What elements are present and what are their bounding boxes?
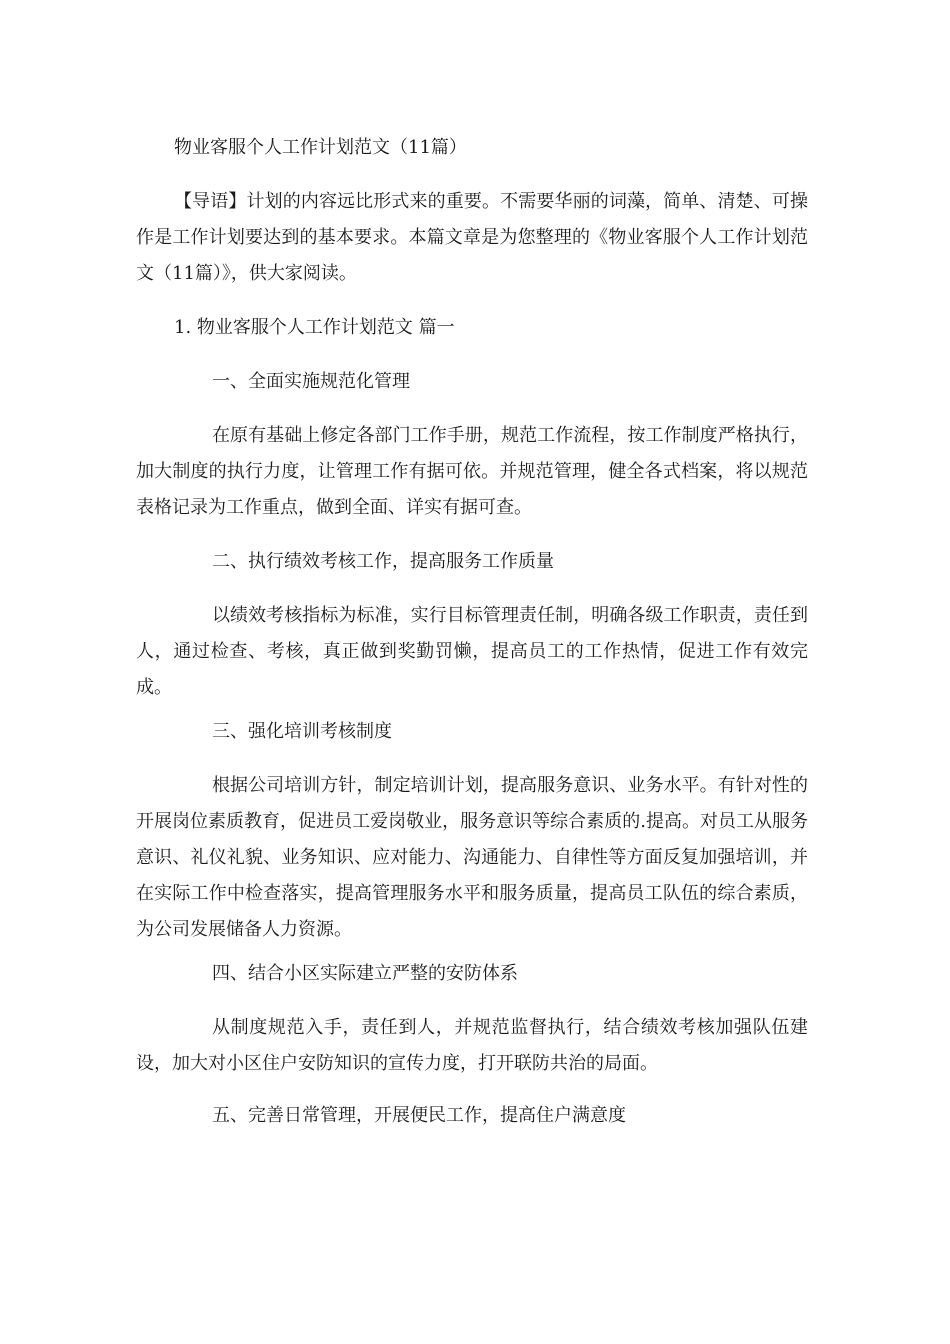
item-3-body: 根据公司培训方针，制定培训计划，提高服务意识、业务水平。有针对性的开展岗位素质教育，促进员工爱岗敬业，服务意识等综合素质的.提高。对员工从服务意识、礼仪礼貌、业务知识、应对能力、沟通能力、自律性等方面反复加强培训，并在实际工作中检查落实，提高管理服务水平和服务质量，提高员工队伍的综合素质，为公司发展储备人力资源。 [136,775,808,940]
item-2-heading: 二、执行绩效考核工作，提高服务工作质量 [212,551,554,572]
document-title: 物业客服个人工作计划范文（11篇） [174,137,467,158]
item-2-body: 以绩效考核指标为标准，实行目标管理责任制，明确各级工作职责，责任到人，通过检查、考核，真正做到奖勤罚懒，提高员工的工作热情，促进工作有效完成。 [136,605,808,698]
item-1-body: 在原有基础上修定各部门工作手册，规范工作流程，按工作制度严格执行，加大制度的执行力度，让管理工作有据可依。并规范管理，健全各式档案，将以规范表格记录为工作重点，做到全面、详实有据可查。 [136,425,808,518]
intro-paragraph: 【导语】计划的内容远比形式来的重要。不需要华丽的词藻，简单、清楚、可操作是工作计划要达到的基本要求。本篇文章是为您整理的《物业客服个人工作计划范文（11篇）》，供大家阅读。 [136,191,808,284]
section-title: 1. 物业客服个人工作计划范文 篇一 [174,317,455,338]
item-3-heading: 三、强化培训考核制度 [212,721,392,742]
item-5-heading: 五、完善日常管理，开展便民工作，提高住户满意度 [212,1105,626,1126]
item-4-body: 从制度规范入手，责任到人，并规范监督执行，结合绩效考核加强队伍建设，加大对小区住户安防知识的宣传力度，打开联防共治的局面。 [136,1017,808,1074]
item-1-heading: 一、全面实施规范化管理 [212,371,410,392]
item-4-heading: 四、结合小区实际建立严整的安防体系 [212,963,518,984]
